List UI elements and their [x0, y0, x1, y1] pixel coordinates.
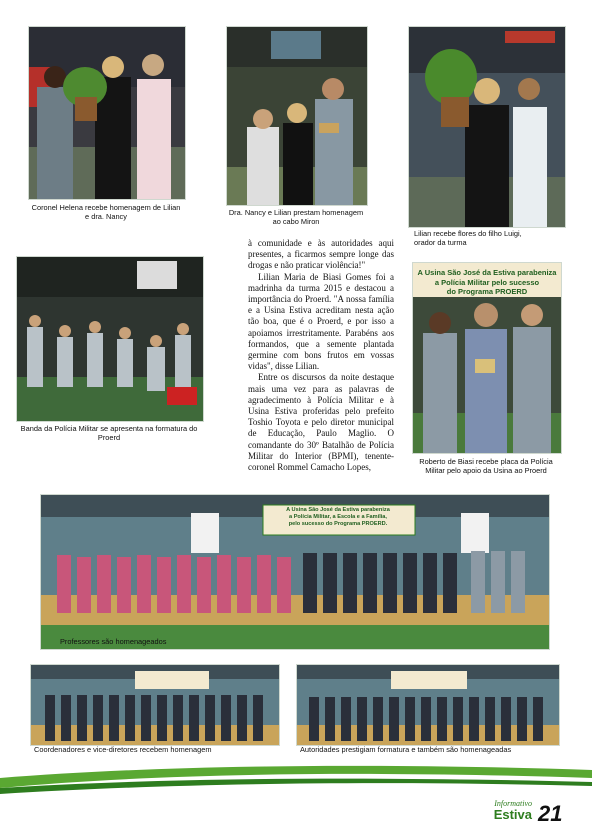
- svg-text:do Programa PROERD: do Programa PROERD: [446, 287, 528, 296]
- svg-text:a Polícia Militar pelo sucesso: a Polícia Militar pelo sucesso: [434, 278, 540, 287]
- logo-word: Estiva: [493, 807, 532, 822]
- article-body: [248, 238, 394, 473]
- photo-autoridades-homenageadas: [296, 664, 560, 746]
- page-number: 21: [538, 801, 563, 826]
- caption-photo-4: Banda da Polícia Militar se apresenta na formatura do Proerd: [20, 424, 198, 442]
- photo-banda-policia-militar: [16, 256, 204, 422]
- caption-photo-8: Autoridades prestigiam formatura e também são homenageadas: [300, 745, 512, 754]
- footer-green-swoosh: [0, 748, 592, 798]
- banner-line-1: A Usina São José da Estiva parabeniza: [286, 507, 390, 513]
- banner-line-2: a Polícia Militar, a Escola e a Família,: [289, 514, 387, 521]
- banner-line-3: pelo sucesso do Programa PROERD.: [288, 521, 388, 528]
- photo-lilian-flores-luigi: [408, 26, 566, 228]
- banner-text-photo-6: [262, 507, 414, 529]
- caption-photo-2: Dra. Nancy e Lilian prestam homenagem ao cabo Miron: [228, 208, 364, 226]
- photo-coordenadores-vice-diretores: [30, 664, 280, 746]
- photo-roberto-de-biasi-placa: [412, 262, 562, 454]
- photo-homenagem-cabo-miron: [226, 26, 368, 206]
- estiva-logo: [494, 800, 532, 822]
- article-paragraph-2: Lilian Maria de Biasi Gomes foi a madrinha da turma 2015 e destacou a importância do Proerd. "A nossa família e a Usina Estiva acreditam nesta ação tão boa, que é o Proerd, e por isso a apoiamos irrestritamente. Parabéns aos formandos, que a semente plantada germine com bons frutos em vossas vidas", disse Lilian.: [248, 271, 394, 372]
- caption-photo-5: Roberto de Biasi recebe placa da Polícia Militar pelo apoio da Usina ao Proerd: [419, 457, 553, 475]
- svg-text:A Usina São José da Estiva par: A Usina São José da Estiva parabeniza: [417, 268, 557, 277]
- article-paragraph-1: à comunidade e às autoridades aqui presentes, a ficarmos sempre longe das drogas e não praticar violência!": [248, 238, 394, 271]
- caption-photo-7: Coordenadores e vice-diretores recebem homenagem: [34, 745, 212, 754]
- article-paragraph-3: Entre os discursos da noite destaque mais uma vez para as palavras de agradecimento à Polícia Militar e à Usina Estiva proferidas pelo prefeito Toshio Toyota e pelo diretor municipal de Educação, Paulo Maglio. O comandante do 30º Batalhão de Polícia Militar do Interior (BPMI), tenente-coronel Rommel Camacho Lopes,: [248, 372, 394, 473]
- logo-script-text: Informativo: [494, 799, 532, 808]
- caption-photo-6: Professores são homenageados: [60, 637, 167, 646]
- caption-photo-3: Lilian recebe flores do filho Luigi, orador da turma: [414, 229, 522, 247]
- photo-coronel-helena-homenagem: [28, 26, 186, 200]
- caption-photo-1: Coronel Helena recebe homenagem de Lilian e dra. Nancy: [31, 203, 181, 221]
